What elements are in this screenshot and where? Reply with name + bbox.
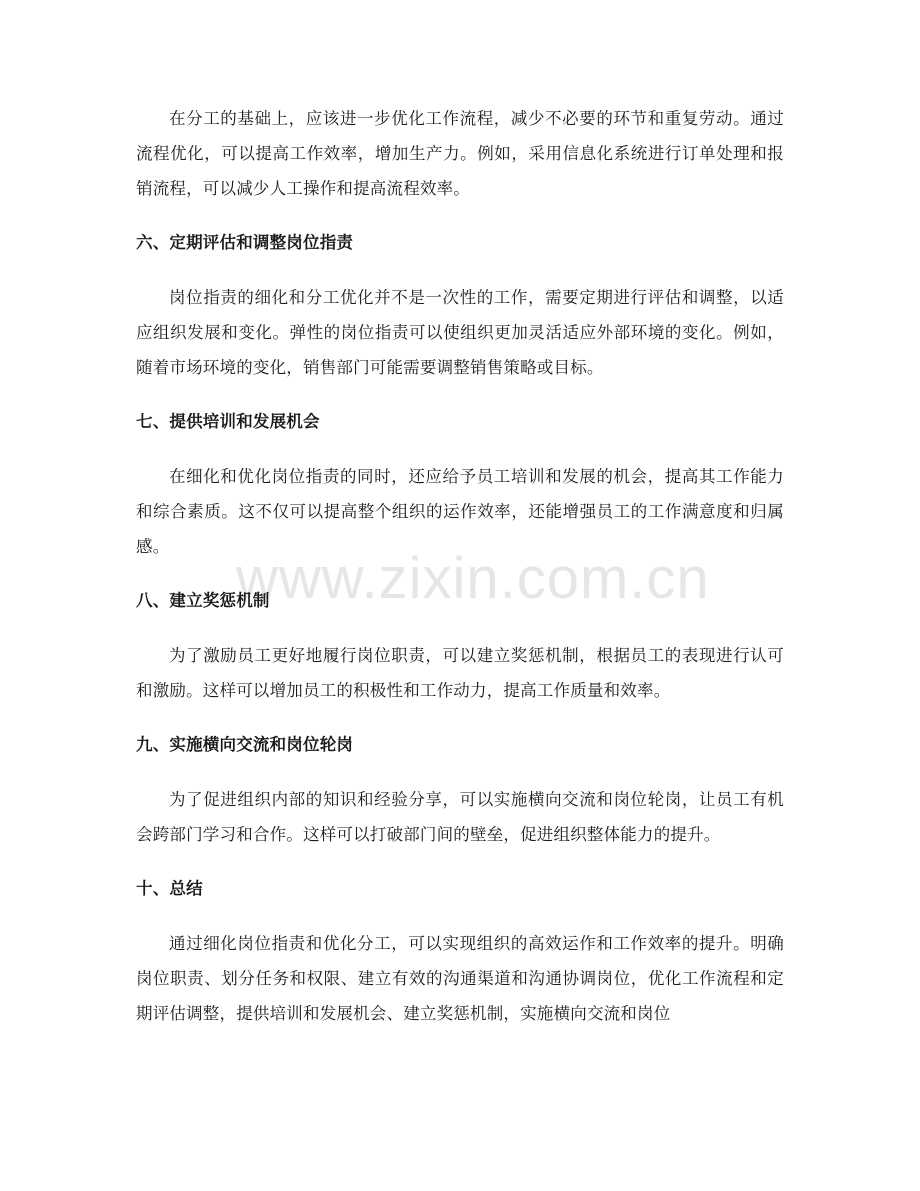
section-paragraph-9: 为了促进组织内部的知识和经验分享，可以实施横向交流和岗位轮岗，让员工有机会跨部门学习和合作。这样可以打破部门间的壁垒，促进组织整体能力的提升。 xyxy=(136,790,784,844)
section-heading-9: 九、实施横向交流和岗位轮岗 xyxy=(136,735,354,754)
section-paragraph-6: 岗位指责的细化和分工优化并不是一次性的工作，需要定期进行评估和调整，以适应组织发展和变化。弹性的岗位指责可以使组织更加灵活适应外部环境的变化。例如，随着市场环境的变化，销售部门可能需要调整销售策略或目标。 xyxy=(136,288,784,377)
section-paragraph-8: 为了激励员工更好地履行岗位职责，可以建立奖惩机制，根据员工的表现进行认可和激励。这样可以增加员工的积极性和工作动力，提高工作质量和效率。 xyxy=(136,646,784,700)
document-body xyxy=(136,101,784,1031)
section-heading-10: 十、总结 xyxy=(136,879,203,898)
section-paragraph-10: 通过细化岗位指责和优化分工，可以实现组织的高效运作和工作效率的提升。明确岗位职责、划分任务和权限、建立有效的沟通渠道和沟通协调岗位，优化工作流程和定期评估调整，提供培训和发展机会、建立奖惩机制，实施横向交流和岗位 xyxy=(136,934,784,1023)
intro-paragraph: 在分工的基础上，应该进一步优化工作流程，减少不必要的环节和重复劳动。通过流程优化，可以提高工作效率，增加生产力。例如，采用信息化系统进行订单处理和报销流程，可以减少人工操作和提高流程效率。 xyxy=(136,109,784,198)
section-heading-7: 七、提供培训和发展机会 xyxy=(136,412,320,431)
section-paragraph-7: 在细化和优化岗位指责的同时，还应给予员工培训和发展的机会，提高其工作能力和综合素质。这不仅可以提高整个组织的运作效率，还能增强员工的工作满意度和归属感。 xyxy=(136,467,784,556)
section-heading-8: 八、建立奖惩机制 xyxy=(136,591,270,610)
watermark: www.zixin.com.cn xyxy=(236,546,710,611)
section-heading-6: 六、定期评估和调整岗位指责 xyxy=(136,233,354,252)
